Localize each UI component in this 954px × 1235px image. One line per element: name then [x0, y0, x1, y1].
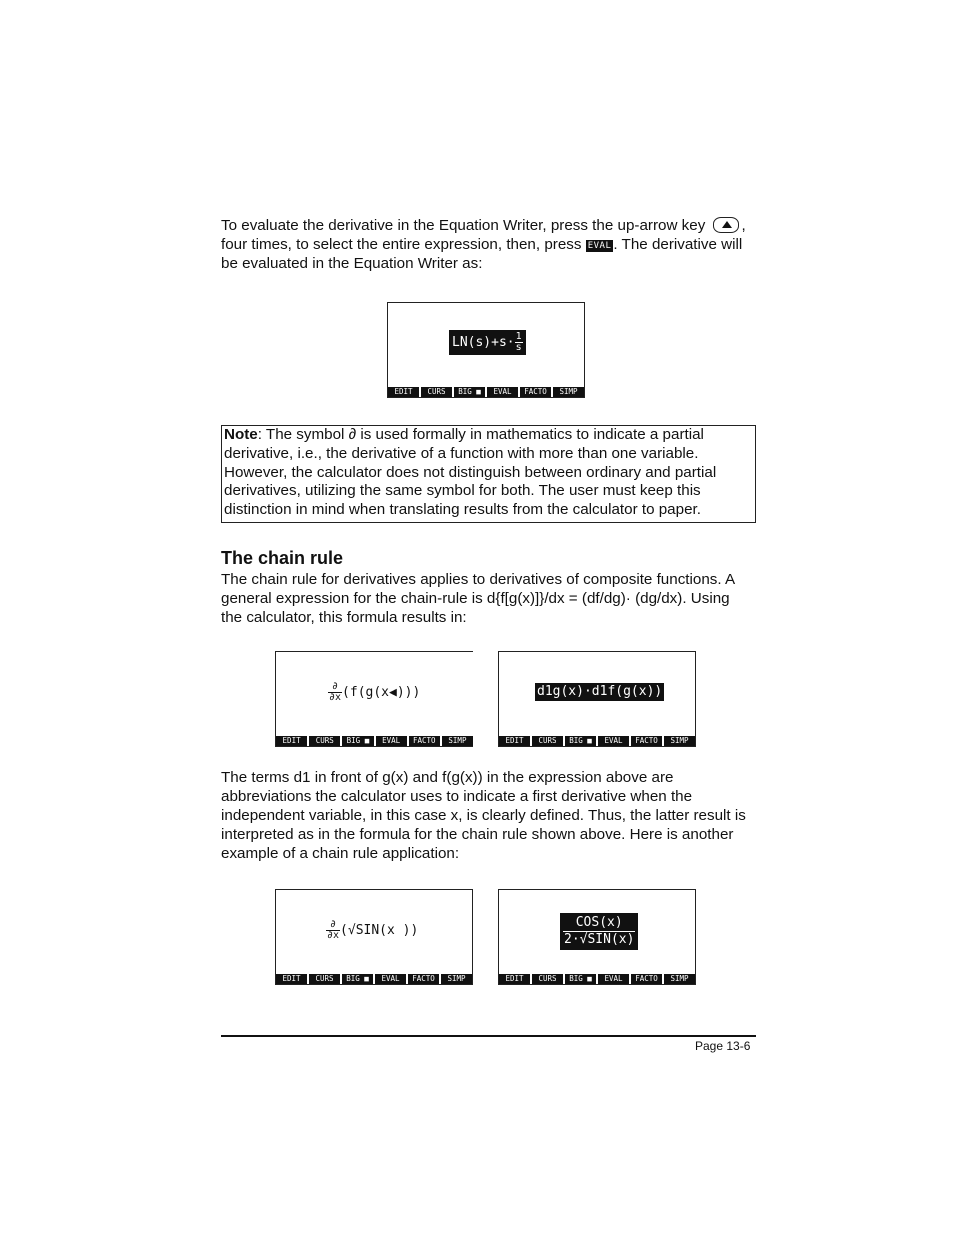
intro-paragraph — [221, 216, 756, 273]
equation-result: LN(s)+s· $\frac{1}{s}$ — [449, 330, 526, 355]
chain-rule-explanation: The terms d1 in front of g(x) and f(g(x)) in the expression above are abbreviations the calculator uses to indicate a first derivative when the independent variable, in this case x, is clearly defined. Thus, the latter result is interpreted as in the formula for the chain rule shown above. Here is another example of a chain rule application: — [221, 769, 746, 862]
up-arrow-key-icon — [713, 217, 739, 233]
softkey-edit[interactable]: EDIT — [276, 974, 307, 984]
section-heading: The chain rule — [221, 548, 344, 568]
equation-result — [560, 913, 638, 950]
softkey-eval[interactable]: EVAL — [376, 736, 407, 746]
footer-rule — [221, 1035, 756, 1037]
note-box — [221, 425, 756, 523]
softkey-simp[interactable]: SIMP — [553, 387, 584, 397]
softkey-menu — [276, 974, 472, 984]
partial-derivative-fraction: $\frac{\partial}{\partial x}$ — [327, 919, 340, 941]
softkey-eval[interactable]: EVAL — [487, 387, 518, 397]
softkey-simp[interactable]: SIMP — [664, 736, 695, 746]
softkey-simp[interactable]: SIMP — [442, 736, 473, 746]
intro-line-1: To evaluate the derivative in the Equation Writer, press the up-arrow key , — [221, 217, 746, 234]
softkey-curs[interactable]: CURS — [309, 736, 340, 746]
intro-line-3: be evaluated in the Equation Writer as: — [221, 255, 483, 272]
calculator-screen-result-3 — [498, 651, 696, 747]
calculator-screen-result-5 — [498, 889, 696, 985]
eval-key-icon: EVAL — [587, 241, 612, 251]
calculator-screen-result-1 — [387, 302, 585, 398]
softkey-big[interactable]: BIG ■ — [342, 974, 373, 984]
calculator-screen-expression-2 — [275, 651, 473, 747]
equation-expression: $\frac{\partial}{\partial x}$ (f(g(x◀))) — [329, 681, 421, 703]
softkey-eval[interactable]: EVAL — [598, 736, 629, 746]
chain-rule-paragraph: The chain rule for derivatives applies to derivatives of composite functions. A general expression for the chain-rule is d{f[g(x)]}/dx = (df/dg)· (dg/dx). Using the calculator, this formula results in: — [221, 571, 736, 626]
softkey-simp[interactable]: SIMP — [441, 974, 472, 984]
softkey-big[interactable]: BIG ■ — [454, 387, 485, 397]
softkey-curs[interactable]: CURS — [421, 387, 452, 397]
softkey-menu — [276, 736, 473, 746]
softkey-big[interactable]: BIG ■ — [342, 736, 373, 746]
softkey-curs[interactable]: CURS — [532, 736, 563, 746]
softkey-big[interactable]: BIG ■ — [565, 974, 596, 984]
softkey-curs[interactable]: CURS — [532, 974, 563, 984]
softkey-menu — [499, 974, 695, 984]
note-label: Note — [224, 426, 258, 443]
softkey-menu — [499, 736, 695, 746]
softkey-facto[interactable]: FACTO — [631, 974, 662, 984]
softkey-facto[interactable]: FACTO — [631, 736, 662, 746]
calculator-screen-expression-4 — [275, 889, 473, 985]
softkey-eval[interactable]: EVAL — [375, 974, 406, 984]
softkey-edit[interactable]: EDIT — [276, 736, 307, 746]
softkey-facto[interactable]: FACTO — [520, 387, 551, 397]
softkey-big[interactable]: BIG ■ — [565, 736, 596, 746]
equation-expression: $\frac{\partial}{\partial x}$ (√SIN(x )) — [327, 919, 419, 941]
intro-line-2: four times, to select the entire expression, then, press EVAL . The derivative will — [221, 236, 743, 253]
fraction: $\frac{1}{s}$ — [515, 331, 522, 353]
softkey-eval[interactable]: EVAL — [598, 974, 629, 984]
softkey-edit[interactable]: EDIT — [499, 974, 530, 984]
fraction: $\frac{\text{COS(x)}}{\text{2·√SIN(x)}}$ — [564, 915, 635, 947]
softkey-simp[interactable]: SIMP — [664, 974, 695, 984]
softkey-edit[interactable]: EDIT — [388, 387, 419, 397]
note-text: Note: The symbol ∂ is used formally in mathematics to indicate a partial derivative, i.e., the derivative of a function with more than one variable. However, the calculator does not distinguish between ordinary and partial derivatives, utilizing the same symbol for both. The user must keep this distinction in mind when translating results from the calculator to paper. — [224, 426, 717, 519]
softkey-edit[interactable]: EDIT — [499, 736, 530, 746]
softkey-facto[interactable]: FACTO — [408, 974, 439, 984]
softkey-curs[interactable]: CURS — [309, 974, 340, 984]
equation-result: d1g(x)·d1f(g(x)) — [537, 684, 663, 699]
page-number: Page 13-6 — [695, 1039, 751, 1053]
partial-derivative-fraction: $\frac{\partial}{\partial x}$ — [329, 681, 342, 703]
softkey-menu — [388, 387, 584, 397]
softkey-facto[interactable]: FACTO — [409, 736, 440, 746]
